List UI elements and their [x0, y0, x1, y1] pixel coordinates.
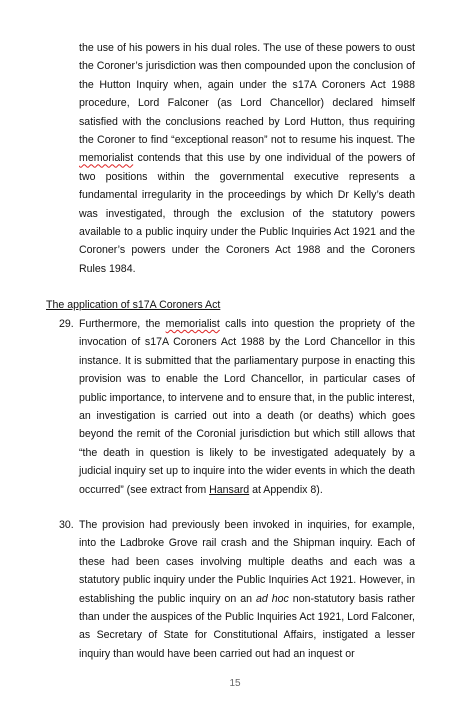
- hansard-reference: Hansard: [209, 483, 250, 496]
- paragraph-30-text-2: non-statutory basis rather than under the auspices of the Public Inquiries Act 1921, Lord Falconer, as Secretary of State for Constitutional Affairs, instigated a lesser inquiry than would have been carried out had an inquest or: [79, 592, 415, 660]
- paragraph-30-number: 30.: [59, 519, 74, 531]
- paragraph-30: [59, 516, 415, 664]
- paragraph-29-number: 29.: [59, 318, 74, 330]
- spelling-flag-memorialist: memorialist: [79, 152, 134, 165]
- continued-paragraph-text-1: the use of his powers in his dual roles. The use of these powers to oust the Coroner’s jurisdiction was then compounded upon the conclusion of the Hutton Inquiry when, again under the s17A Coroners Act 1988 procedure, Lord Falconer (as Lord Chancellor) declared himself satisfied with the conclusions reached by Lord Hutton, thus requiring the Coroner to find “exceptional reason” not to resume his inquest. The: [79, 42, 415, 147]
- ad-hoc-italic: ad hoc: [255, 592, 289, 605]
- paragraph-29-text-1: Furthermore, the: [79, 318, 166, 330]
- paragraph-30-text-1: The provision had previously been invoked in inquiries, for example, into the Ladbroke Grove rail crash and the Shipman inquiry. Each of these had been cases involving multiple deaths and each was a statutory public inquiry under the Public Inquiries Act 1921. However, in establishing the public inquiry on an: [79, 519, 415, 605]
- page-number: 15: [229, 678, 241, 689]
- paragraph-29-text-2: calls into question the propriety of the invocation of s17A Coroners Act 1988 by the Lord Chancellor in this instance. It is submitted that the parliamentary purpose in enacting this provision was to enable the Lord Chancellor, in particular cases of public importance, to intervene and to ensure that, in the public interest, an investigation is carried out into a death (or deaths) which goes beyond the remit of the Coronial jurisdiction but which still allows that “the death in question is likely to be investigated adequately by a judicial inquiry set up to inquire into the wider events in which the death occurred” (see extract from: [79, 318, 416, 496]
- paragraph-29-text-3: at Appendix 8).: [249, 483, 323, 496]
- spelling-flag-memorialist-2: memorialist: [165, 318, 220, 330]
- paragraph-29: [59, 315, 416, 499]
- continued-paragraph-text-2: contends that this use by one individual of the powers of two positions within the governmental executive represents a fundamental irregularity in the proceedings by which Dr Kelly’s death was investigated, through the exclusion of the statutory powers available to a public inquiry under the Public Inquiries Act 1921 and the Coroner’s powers under the Coroners Act 1988 and the Coroners Rules 1984.: [79, 152, 415, 275]
- continued-paragraph: [79, 39, 415, 278]
- section-heading: The application of s17A Coroners Act: [46, 299, 221, 311]
